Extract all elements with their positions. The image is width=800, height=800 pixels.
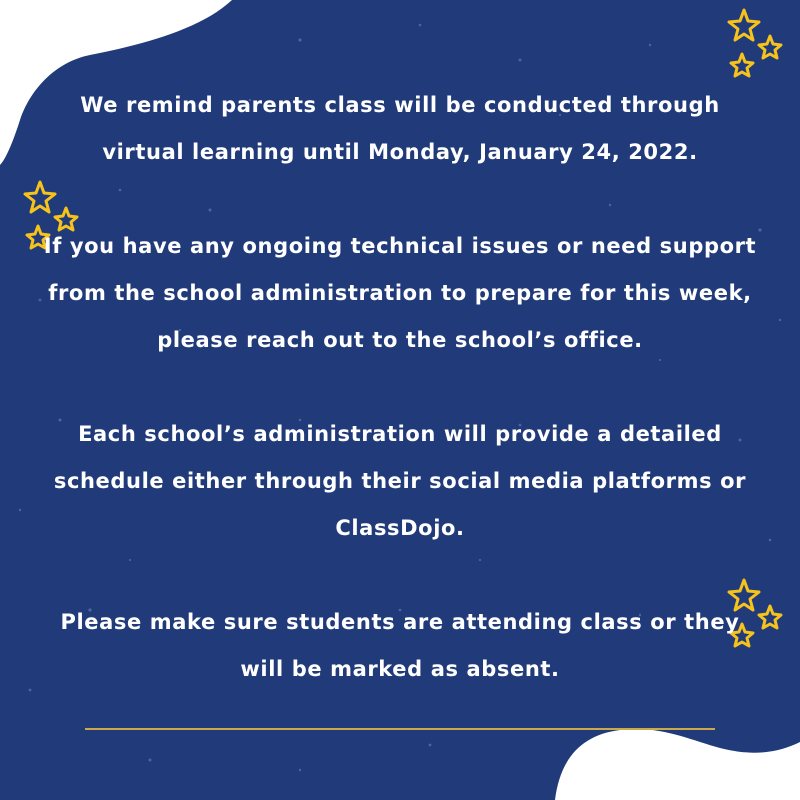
gold-underline-divider	[85, 728, 715, 730]
paragraph-technical-support: If you have any ongoing technical issues or need support from the school administration to prepare for this week, please reach out to the school’s office.	[43, 234, 757, 352]
notice-text	[40, 82, 760, 693]
bottom-right-blob-shape	[555, 729, 800, 800]
star-cluster-icon	[722, 6, 792, 82]
paragraph-virtual-learning: We remind parents class will be conducted through virtual learning until Monday, January 24, 2022.	[80, 93, 720, 164]
paragraph-schedule: Each school’s administration will provide a detailed schedule either through their social media platforms or ClassDojo.	[53, 422, 747, 540]
paragraph-attendance: Please make sure students are attending class or they will be marked as absent.	[60, 610, 740, 681]
